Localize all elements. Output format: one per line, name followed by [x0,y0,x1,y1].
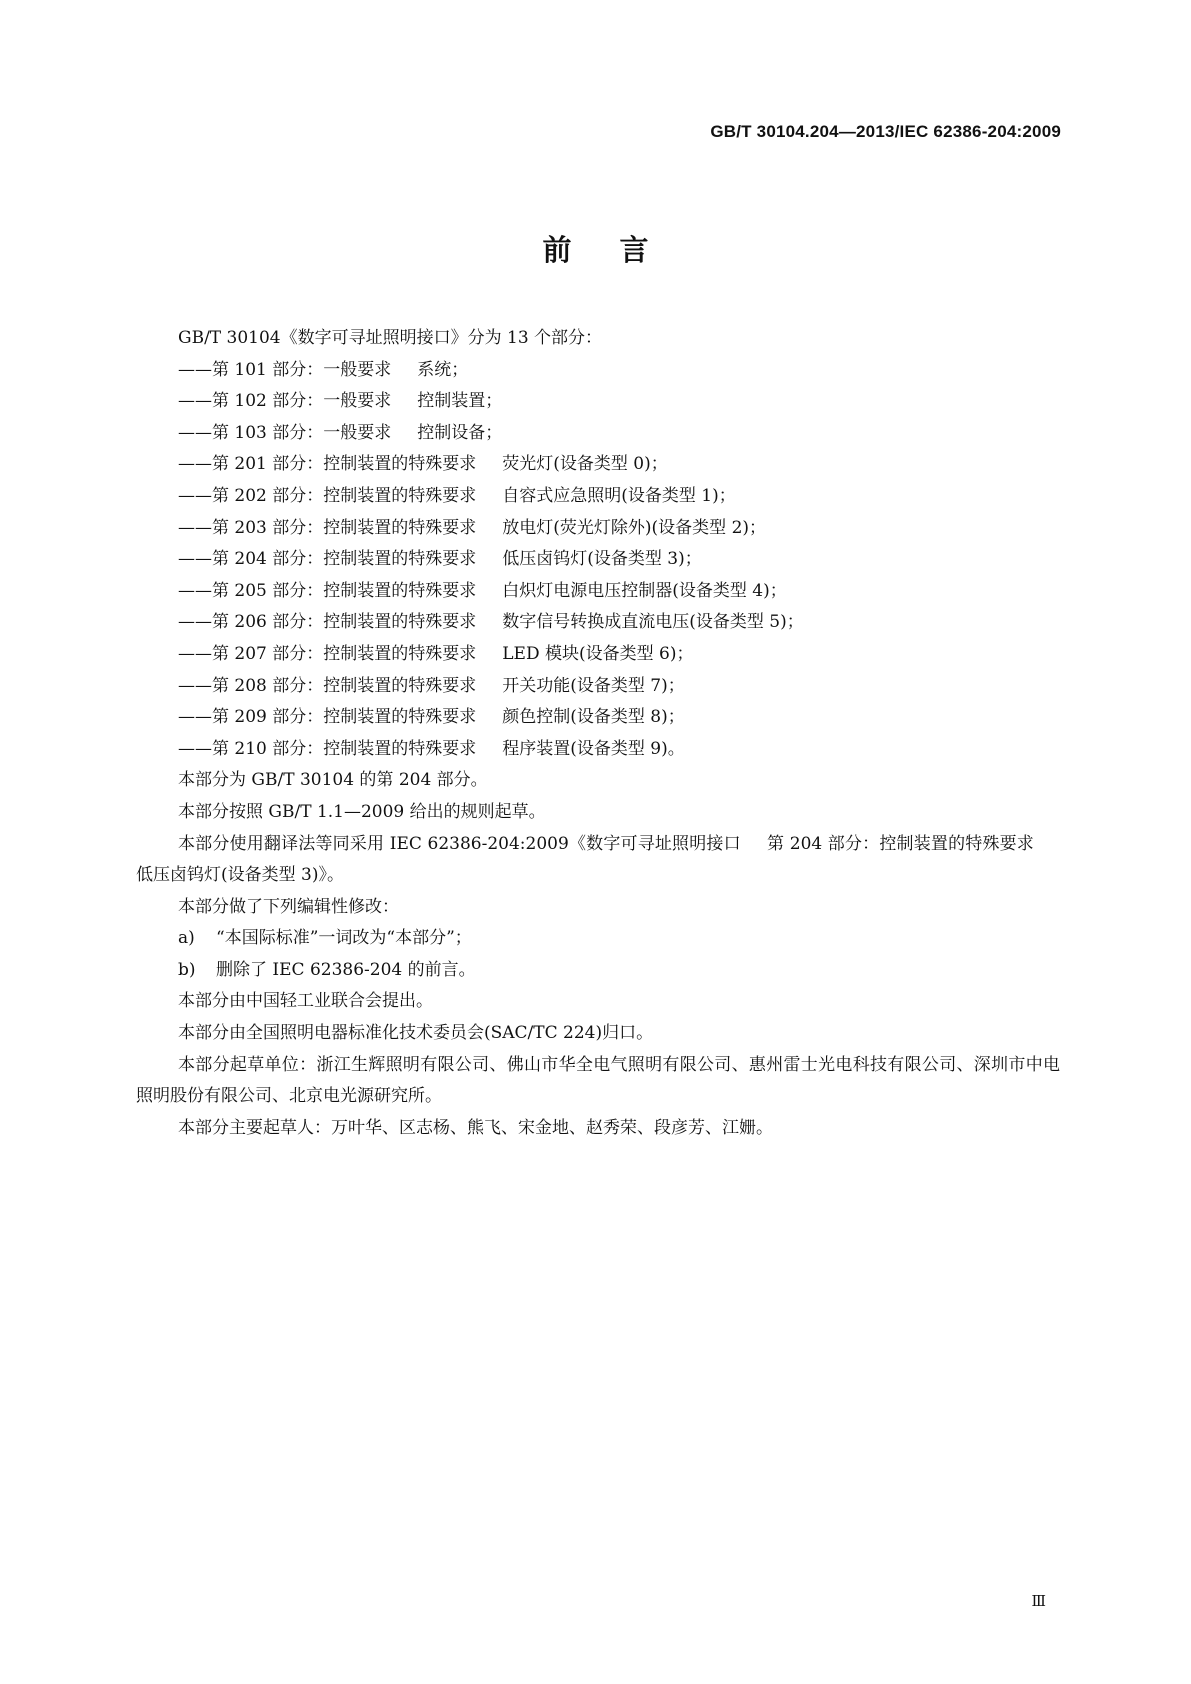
part-suffix: 颜色控制(设备类型 8)； [502,707,685,728]
part-prefix: ——第 101 部分：一般要求 [178,359,392,380]
part-of-statement: 本部分为 GB/T 30104 的第 204 部分。 [178,770,488,791]
part-suffix: 控制设备； [417,422,503,443]
adoption-text-b: 第 204 部分：控制装置的特殊要求 [766,833,1034,854]
part-suffix: 低压卤钨灯(设备类型 3)； [502,549,702,570]
part-suffix: LED 模块(设备类型 6)； [502,643,694,664]
part-prefix: ——第 208 部分：控制装置的特殊要求 [178,675,477,696]
part-list-item [136,607,1060,639]
part-prefix: ——第 201 部分：控制装置的特殊要求 [178,454,477,475]
drafters-statement: 本部分主要起草人：万叶华、区志杨、熊飞、宋金地、赵秀荣、段彦芳、江姗。 [178,1117,773,1138]
part-prefix: ——第 103 部分：一般要求 [178,422,392,443]
part-prefix: ——第 204 部分：控制装置的特殊要求 [178,549,477,570]
adoption-text-a: 本部分使用翻译法等同采用 IEC 62386-204:2009《数字可寻址照明接口 [178,833,741,854]
part-list-item [136,702,1060,734]
edit-item-a [136,923,1060,955]
edits-intro: 本部分做了下列编辑性修改： [178,896,399,917]
part-list-item [136,355,1060,387]
part-prefix: ——第 205 部分：控制装置的特殊要求 [178,580,477,601]
part-list-item [136,639,1060,671]
drafting-rules-statement: 本部分按照 GB/T 1.1—2009 给出的规则起草。 [178,801,546,822]
part-suffix: 控制装置； [417,391,503,412]
part-suffix: 开关功能(设备类型 7)； [502,675,685,696]
part-prefix: ——第 206 部分：控制装置的特殊要求 [178,612,477,633]
jurisdiction-statement: 本部分由全国照明电器标准化技术委员会(SAC/TC 224)归口。 [178,1023,654,1044]
part-suffix: 放电灯(荧光灯除外)(设备类型 2)； [502,517,767,538]
part-suffix: 荧光灯(设备类型 0)； [502,454,668,475]
document-body [136,323,1060,1144]
part-prefix: ——第 210 部分：控制装置的特殊要求 [178,738,477,759]
part-list-item [136,544,1060,576]
part-list-item [136,734,1060,766]
part-suffix: 系统； [417,359,469,380]
part-suffix: 数字信号转换成直流电压(设备类型 5)； [502,612,804,633]
part-prefix: ——第 102 部分：一般要求 [178,391,392,412]
part-suffix: 自容式应急照明(设备类型 1)； [502,485,736,506]
intro-paragraph: GB/T 30104《数字可寻址照明接口》分为 13 个部分： [178,328,603,348]
part-list-item [136,481,1060,513]
part-list-item [136,576,1060,608]
part-suffix: 程序装置(设备类型 9)。 [502,738,685,759]
standard-number-header: GB/T 30104.204—2013/IEC 62386-204:2009 [710,122,1061,141]
proposed-by-statement: 本部分由中国轻工业联合会提出。 [178,991,433,1012]
page-number: Ⅲ [1031,1592,1046,1610]
edit-item-b [136,955,1060,987]
part-list-item [136,449,1060,481]
part-list-item [136,671,1060,703]
page-title: 前言 [542,233,697,267]
part-prefix: ——第 202 部分：控制装置的特殊要求 [178,485,477,506]
part-list-item [136,418,1060,450]
part-prefix: ——第 209 部分：控制装置的特殊要求 [178,707,477,728]
edit-item-letter: b) [178,959,196,980]
part-list-item [136,513,1060,545]
edit-item-text: “本国际标准”一词改为“本部分”； [216,928,472,949]
part-list-item [136,386,1060,418]
adoption-statement [136,829,1060,892]
part-suffix: 白炽灯电源电压控制器(设备类型 4)； [502,580,787,601]
adoption-text-c: 低压卤钨灯(设备类型 3)》。 [136,865,344,886]
edit-item-letter: a) [178,928,195,949]
drafting-units-statement: 本部分起草单位：浙江生辉照明有限公司、佛山市华全电气照明有限公司、惠州雷士光电科技有限公司、深圳市中电照明股份有限公司、北京电光源研究所。 [136,1054,1060,1107]
part-prefix: ——第 203 部分：控制装置的特殊要求 [178,517,477,538]
part-prefix: ——第 207 部分：控制装置的特殊要求 [178,643,477,664]
edit-item-text: 删除了 IEC 62386-204 的前言。 [216,959,476,980]
